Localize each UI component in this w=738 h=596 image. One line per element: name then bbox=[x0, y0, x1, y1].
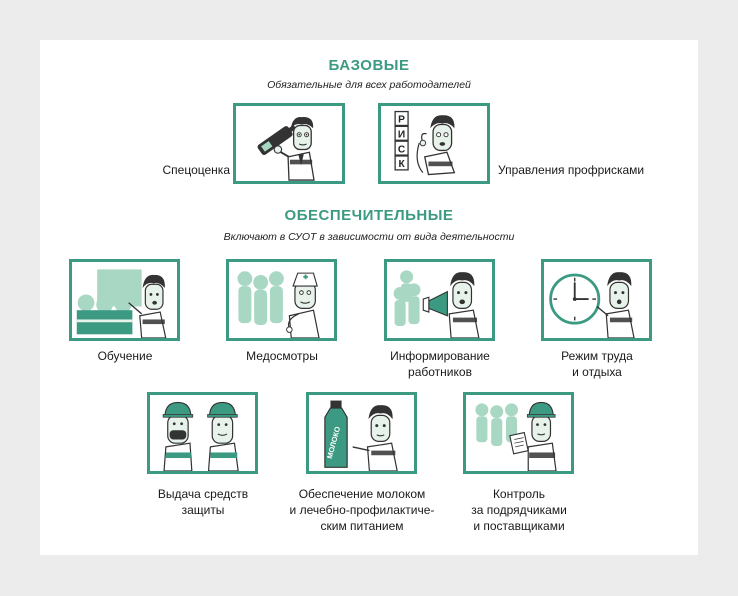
training-board-icon bbox=[72, 262, 177, 338]
doctor-icon bbox=[229, 262, 334, 338]
contractor-control-icon bbox=[466, 395, 571, 471]
risk-block-r: Р bbox=[398, 114, 405, 126]
work-rest-label: Режим труда и отдыха bbox=[561, 349, 633, 379]
risk-block-s: С bbox=[397, 144, 406, 156]
protective-equipment-icon bbox=[150, 395, 255, 471]
risk-block-i: И bbox=[397, 129, 406, 141]
medical-exam-card bbox=[226, 259, 337, 341]
basic-section-title: БАЗОВЫЕ bbox=[328, 57, 410, 74]
measuring-device-icon bbox=[236, 106, 342, 181]
milk-label: Обеспечение молоком и лечебно-профилактиче- ским питанием bbox=[289, 487, 435, 533]
contractor-control-label: Контроль за подрядчиками и поставщиками bbox=[471, 487, 567, 533]
risk-management-card bbox=[378, 103, 490, 184]
work-rest-card bbox=[541, 259, 652, 341]
supporting-section-subtitle: Включают в СУОТ в зависимости от вида деятельности bbox=[223, 231, 515, 243]
risk-block-k: К bbox=[398, 159, 405, 171]
megaphone-icon bbox=[387, 262, 492, 338]
milk-card bbox=[306, 392, 417, 474]
informing-label: Информирование работников bbox=[390, 349, 490, 379]
protective-equipment-card bbox=[147, 392, 258, 474]
milk-bottle-text: МОЛОКО bbox=[324, 425, 343, 460]
special-assessment-card bbox=[233, 103, 345, 184]
special-assessment-label: Спецоценка bbox=[162, 163, 230, 177]
clock-icon bbox=[544, 262, 649, 338]
supporting-section-title: ОБЕСПЕЧИТЕЛЬНЫЕ bbox=[284, 207, 454, 224]
training-label: Обучение bbox=[97, 349, 153, 363]
risk-management-label: Управления профрисками bbox=[498, 163, 645, 177]
medical-exam-label: Медосмотры bbox=[246, 349, 318, 363]
training-card bbox=[69, 259, 180, 341]
milk-bottle-icon bbox=[309, 395, 414, 471]
informing-card bbox=[384, 259, 495, 341]
protective-equipment-label: Выдача средств защиты bbox=[157, 487, 249, 517]
risk-blocks-icon bbox=[381, 106, 487, 181]
basic-section-subtitle: Обязательные для всех работодателей bbox=[267, 79, 471, 91]
contractor-control-card bbox=[463, 392, 574, 474]
